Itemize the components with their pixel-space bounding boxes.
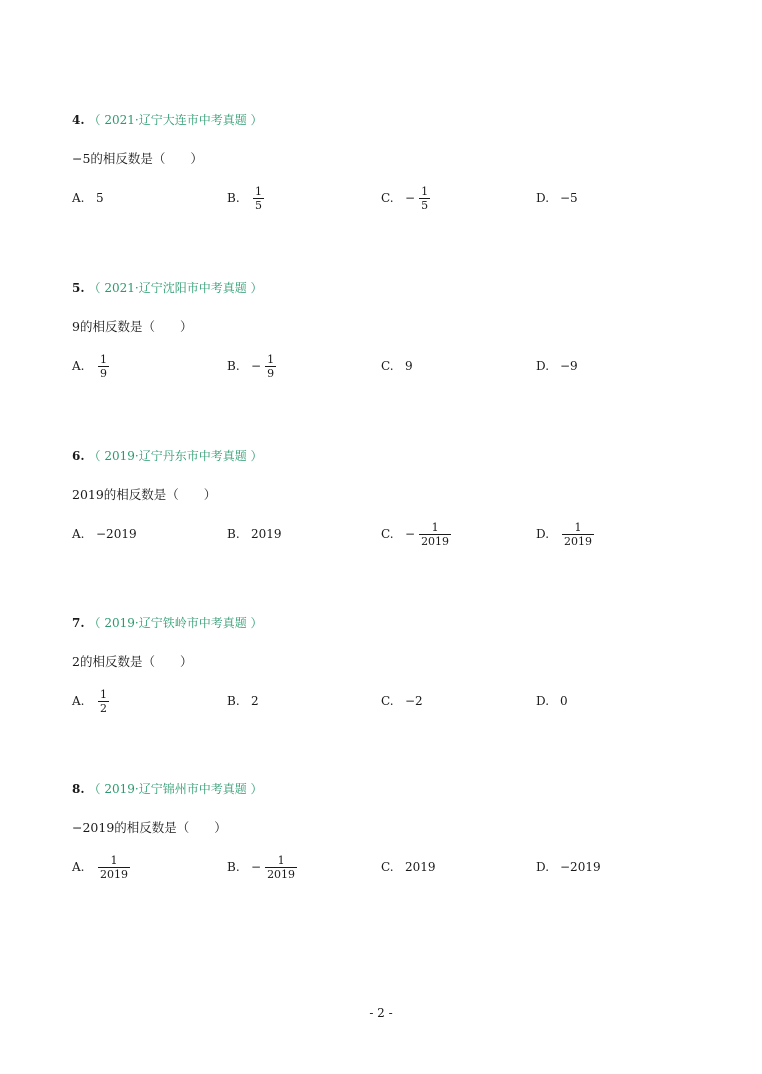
question-source: （ 2021·辽宁沈阳市中考真题 ） xyxy=(88,281,263,295)
fraction xyxy=(419,185,430,212)
option-a[interactable] xyxy=(72,850,130,884)
option-d[interactable] xyxy=(536,850,601,884)
option-label: D. xyxy=(536,191,550,205)
option-c[interactable] xyxy=(381,349,413,383)
fraction-numerator: 1 xyxy=(574,520,582,534)
option-b[interactable] xyxy=(227,517,282,551)
fraction-numerator: 1 xyxy=(267,352,275,366)
option-d[interactable] xyxy=(536,349,578,383)
minus-sign: − xyxy=(405,191,416,205)
option-label: B. xyxy=(227,860,240,874)
fraction-numerator: 1 xyxy=(100,687,107,701)
fraction-denominator: 5 xyxy=(255,198,262,212)
option-b[interactable] xyxy=(227,850,297,884)
question-header xyxy=(72,614,263,631)
option-b[interactable] xyxy=(227,181,264,215)
fraction-numerator: 1 xyxy=(100,352,107,366)
fraction-numerator: 1 xyxy=(110,853,118,867)
option-value: −2019 xyxy=(96,527,137,541)
question-stem: −5的相反数是（ ） xyxy=(72,151,203,166)
option-label: D. xyxy=(536,860,550,874)
fraction-denominator: 2 xyxy=(100,701,107,715)
option-value: 2 xyxy=(251,694,259,708)
question-source: （ 2019·辽宁铁岭市中考真题 ） xyxy=(88,616,263,630)
question-stem: 2的相反数是（ ） xyxy=(72,654,193,669)
option-label: C. xyxy=(381,359,394,373)
question-number: 6. xyxy=(72,449,85,463)
question-header xyxy=(72,111,263,128)
option-label: B. xyxy=(227,191,240,205)
fraction-denominator: 2019 xyxy=(421,534,450,548)
option-value: 2019 xyxy=(251,527,282,541)
option-value: −5 xyxy=(560,191,578,205)
option-value: −2019 xyxy=(560,860,601,874)
option-label: D. xyxy=(536,359,550,373)
fraction xyxy=(265,854,297,881)
fraction xyxy=(419,521,451,548)
option-label: B. xyxy=(227,527,240,541)
option-label: A. xyxy=(72,694,85,708)
option-label: D. xyxy=(536,527,550,541)
option-c[interactable] xyxy=(381,684,423,718)
option-label: C. xyxy=(381,191,394,205)
question-number: 7. xyxy=(72,616,85,630)
fraction-denominator: 9 xyxy=(100,366,107,380)
fraction-numerator: 1 xyxy=(255,184,262,198)
question-source: （ 2019·辽宁锦州市中考真题 ） xyxy=(88,782,263,796)
page-number: - 2 - xyxy=(369,1006,393,1020)
option-value: 9 xyxy=(405,359,413,373)
fraction xyxy=(98,854,130,881)
option-a[interactable] xyxy=(72,517,137,551)
option-a[interactable] xyxy=(72,684,109,718)
option-a[interactable] xyxy=(72,181,104,215)
option-label: C. xyxy=(381,694,394,708)
question-header xyxy=(72,447,263,464)
option-a[interactable] xyxy=(72,349,109,383)
option-c[interactable] xyxy=(381,517,451,551)
option-value: 2019 xyxy=(405,860,436,874)
fraction xyxy=(98,688,109,715)
option-d[interactable] xyxy=(536,684,568,718)
option-b[interactable] xyxy=(227,684,259,718)
fraction-denominator: 5 xyxy=(421,198,429,212)
fraction-numerator: 1 xyxy=(431,520,439,534)
option-label: C. xyxy=(381,860,394,874)
option-label: C. xyxy=(381,527,394,541)
fraction-denominator: 2019 xyxy=(267,867,296,881)
option-c[interactable] xyxy=(381,181,430,215)
fraction-denominator: 9 xyxy=(267,366,275,380)
question-source: （ 2019·辽宁丹东市中考真题 ） xyxy=(88,449,263,463)
question-header xyxy=(72,279,263,296)
option-value: 0 xyxy=(560,694,568,708)
minus-sign: − xyxy=(405,527,416,541)
fraction-denominator: 2019 xyxy=(564,534,592,548)
question-stem: 2019的相反数是（ ） xyxy=(72,487,217,502)
option-d[interactable] xyxy=(536,181,578,215)
question-number: 4. xyxy=(72,113,85,127)
fraction-denominator: 2019 xyxy=(100,867,128,881)
question-number: 8. xyxy=(72,782,85,796)
option-d[interactable] xyxy=(536,517,594,551)
option-label: A. xyxy=(72,860,85,874)
option-label: A. xyxy=(72,359,85,373)
fraction xyxy=(253,185,264,212)
question-stem: −2019的相反数是（ ） xyxy=(72,820,227,835)
minus-sign: − xyxy=(251,359,262,373)
option-value: 5 xyxy=(96,191,104,205)
question-number: 5. xyxy=(72,281,85,295)
option-b[interactable] xyxy=(227,349,276,383)
fraction xyxy=(562,521,594,548)
fraction xyxy=(98,353,109,380)
option-c[interactable] xyxy=(381,850,436,884)
question-header xyxy=(72,780,263,797)
option-value: −2 xyxy=(405,694,423,708)
question-stem: 9的相反数是（ ） xyxy=(72,319,193,334)
option-value: −9 xyxy=(560,359,578,373)
option-label: D. xyxy=(536,694,550,708)
minus-sign: − xyxy=(251,860,262,874)
fraction xyxy=(265,353,276,380)
option-label: A. xyxy=(72,527,85,541)
question-source: （ 2021·辽宁大连市中考真题 ） xyxy=(88,113,263,127)
option-label: A. xyxy=(72,191,85,205)
fraction-numerator: 1 xyxy=(277,853,285,867)
option-label: B. xyxy=(227,694,240,708)
fraction-numerator: 1 xyxy=(421,184,429,198)
option-label: B. xyxy=(227,359,240,373)
